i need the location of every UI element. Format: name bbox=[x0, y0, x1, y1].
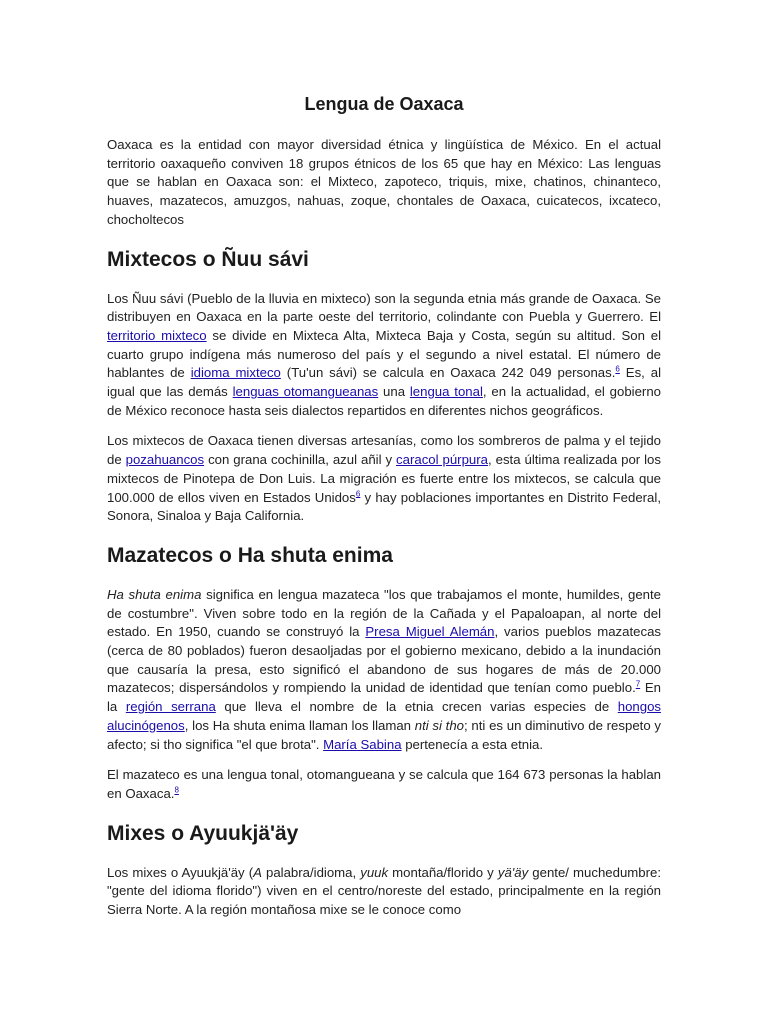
text-run: Los mixes o Ayuukjä'äy ( bbox=[107, 864, 254, 880]
footnote-link[interactable]: 7 bbox=[635, 680, 641, 690]
footnote-link[interactable]: 8 bbox=[174, 785, 179, 795]
italic-term: nti si tho bbox=[414, 717, 465, 733]
text-run: gente/ muchedumbre: "gente del idioma florido") viven en el centro/noreste del estado, principalmente en la región Sierra Norte. A la región montañosa mixe se le conoce como bbox=[107, 864, 661, 918]
link-territorio-mixteco[interactable]: territorio mixteco bbox=[107, 327, 207, 343]
text-run: , esta última realizada por los mixtecos de Pinotepa de Don Luis. La migración es fuerte entre los mixtecos, se calcula que 100.000 de ellos viven en Estados Unidos bbox=[107, 452, 661, 505]
text-run: que lleva el nombre de la etnia crecen varias especies de bbox=[215, 699, 618, 715]
link-region-serrana[interactable]: región serrana bbox=[125, 699, 216, 715]
footnote-link[interactable]: 6 bbox=[355, 489, 361, 499]
mixtecos-paragraph-2 bbox=[107, 432, 661, 526]
mazatecos-paragraph-1 bbox=[107, 586, 661, 754]
text-run: , los Ha shuta enima llaman los llaman bbox=[184, 717, 415, 733]
text-run: significa en lengua mazateca "los que trabajamos el monte, humildes, gente de costumbre". Viven sobre todo en la región de la Cañada y el Papaloapan, al norte del estado. En 1950, cuando se construyó la bbox=[107, 586, 661, 640]
mazatecos-paragraph-2 bbox=[107, 766, 661, 803]
text-run: con grana cochinilla, azul añil y bbox=[204, 452, 397, 468]
link-caracol-purpura[interactable]: caracol púrpura bbox=[396, 452, 488, 468]
text-run: pertenecía a esta etnia. bbox=[401, 736, 544, 752]
text-run: Los Ñuu sávi (Pueblo de la lluvia en mixteco) son la segunda etnia más grande de Oaxaca. Se distribuyen en Oaxaca en la parte oeste del territorio, colindante con Puebla y Guerrero. El bbox=[107, 290, 661, 325]
footnote-link[interactable]: 6 bbox=[615, 364, 620, 374]
link-pozahuancos[interactable]: pozahuancos bbox=[125, 452, 205, 468]
page-title: Lengua de Oaxaca bbox=[304, 94, 464, 114]
text-run: En la bbox=[107, 680, 661, 715]
text-run: (Tu'un sávi) se calcula en Oaxaca 242 049 personas. bbox=[280, 365, 616, 381]
text-run: una bbox=[378, 384, 410, 400]
section-heading-mixtecos: Mixtecos o Ñuu sávi bbox=[107, 247, 309, 271]
text-run: , en la actualidad, el gobierno de México reconoce hasta seis dialectos repartidos en diferentes nichos geográficos. bbox=[107, 384, 661, 418]
section-heading-mazatecos: Mazatecos o Ha shuta enima bbox=[107, 543, 393, 567]
italic-term: Ha shuta enima bbox=[107, 586, 202, 602]
text-run: se divide en Mixteca Alta, Mixteca Baja y Costa, según su altitud. Son el cuarto grupo indígena más numeroso del país y el segundo a nivel estatal. El número de hablantes de bbox=[107, 327, 661, 381]
text-run: Es, al igual que las demás bbox=[107, 365, 661, 400]
italic-term: yuuk bbox=[360, 864, 389, 880]
link-lengua-tonal[interactable]: lengua tonal bbox=[409, 384, 483, 400]
italic-term: yä'äy bbox=[497, 864, 529, 880]
mixtecos-paragraph-1 bbox=[107, 290, 661, 421]
text-run: y hay poblaciones importantes en Distrito Federal, Sonora, Sinaloa y Baja California. bbox=[107, 489, 661, 524]
footnote-ref bbox=[174, 786, 178, 795]
section-heading-mixes: Mixes o Ayuukjä'äy bbox=[107, 821, 299, 845]
link-hongos-alucinogenos[interactable]: hongos alucinógenos bbox=[107, 699, 661, 733]
link-lenguas-otomangueanas[interactable]: lenguas otomangueanas bbox=[232, 384, 379, 400]
italic-term: A bbox=[253, 864, 262, 880]
text-run: palabra/idioma, bbox=[261, 864, 361, 880]
intro-paragraph: Oaxaca es la entidad con mayor diversidad étnica y lingüística de México. En el actual territorio oaxaqueño conviven 18 grupos étnicos de los 65 que hay en México: Las lenguas que se hablan en Oaxaca son: el Mixteco, zapoteco, triquis, mixe, chatinos, chinanteco, huaves, mazatecos, amuzgos, nahuas, zoque, chontales de Oaxaca, cuicatecos, ixcateco, chocholtecos bbox=[107, 137, 661, 227]
text-run: Los mixtecos de Oaxaca tienen diversas artesanías, como los sombreros de palma y el tejido de bbox=[107, 433, 661, 468]
mixes-paragraph-1 bbox=[107, 864, 661, 920]
text-run: montaña/florido y bbox=[388, 864, 498, 880]
text-run: , varios pueblos mazatecas (cerca de 80 poblados) fueron desaoljadas por el gobierno mexicano, debido a la inundación que causaría la presa, esto significó el abandono de sus hogares de más de 20.000 mazatecos; dispersándolos y rompiendo la unidad de identidad que tenían como pueblo. bbox=[107, 624, 662, 696]
link-maria-sabina[interactable]: María Sabina bbox=[323, 736, 402, 752]
text-run: El mazateco es una lengua tonal, otomangueana y se calcula que 164 673 personas la hablan en Oaxaca. bbox=[107, 767, 661, 801]
text-run: ; nti es un diminutivo de respeto y afecto; si tho significa "el que brota". bbox=[107, 717, 661, 752]
link-idioma-mixteco[interactable]: idioma mixteco bbox=[190, 365, 281, 381]
link-presa-miguel-aleman[interactable]: Presa Miguel Alemán bbox=[365, 624, 495, 640]
